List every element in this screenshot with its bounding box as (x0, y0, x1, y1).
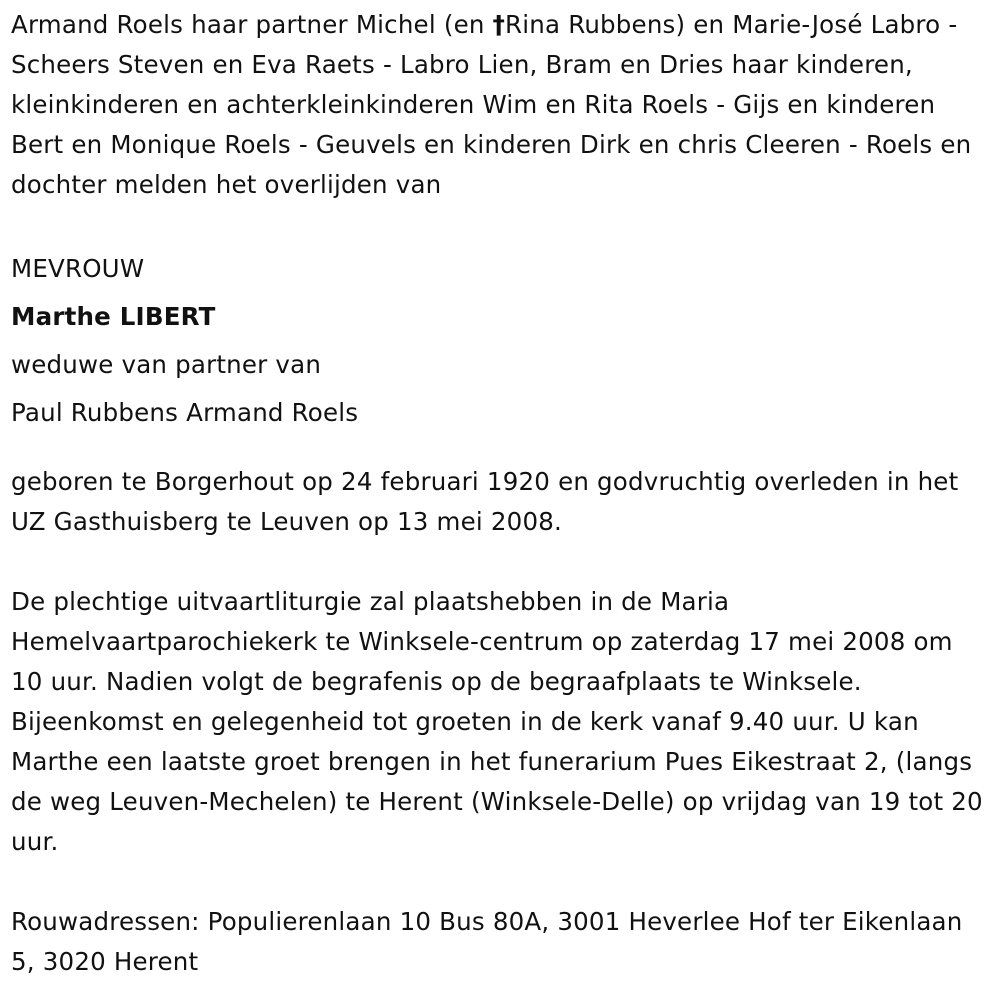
spacer (11, 205, 991, 245)
intro-text-start: Armand Roels haar partner Michel (en (11, 10, 493, 39)
condolence-addresses: Rouwadressen: Populierenlaan 10 Bus 80A, 3001 Heverlee Hof ter Eikenlaan 5, 3020 Herent (11, 907, 963, 976)
relation-text: weduwe van partner van (11, 350, 322, 379)
partners-names: Paul Rubbens Armand Roels (11, 398, 359, 427)
intro-text-end: Rina Rubbens) en Marie-José Labro - Scheers Steven en Eva Raets - Labro Lien, Bram en Dries haar kinderen, kleinkinderen en achterkleinkinderen Wim en Rita Roels - Gijs en kinderen Bert en Monique Roels - Geuvels en kinderen Dirk en chris Cleeren - Roels en dochter melden het overlijden van (11, 10, 972, 199)
death-announcement (11, 0, 991, 982)
cross-icon: † (492, 10, 506, 39)
spacer (11, 437, 991, 462)
birth-death-paragraph: geboren te Borgerhout op 24 februari 1920 en godvruchtig overleden in het UZ Gasthuisberg te Leuven op 13 mei 2008. (11, 467, 959, 536)
spacer (11, 542, 991, 582)
funeral-paragraph: De plechtige uitvaartliturgie zal plaatshebben in de Maria Hemelvaartparochiekerk te Winksele-centrum op zaterdag 17 mei 2008 om 10 uur. Nadien volgt de begrafenis op de begraafplaats te Winksele. Bijeenkomst en gelegenheid tot groeten in de kerk vanaf 9.40 uur. U kan Marthe een laatste groet brengen in het funerarium Pues Eikestraat 2, (langs de weg Leuven-Mechelen) te Herent (Winksele-Delle) op vrijdag van 19 tot 20 uur. (11, 587, 983, 856)
honorific-title: MEVROUW (11, 254, 145, 283)
spacer (11, 862, 991, 902)
family-intro-paragraph (11, 0, 991, 205)
deceased-name: Marthe LIBERT (11, 302, 216, 331)
